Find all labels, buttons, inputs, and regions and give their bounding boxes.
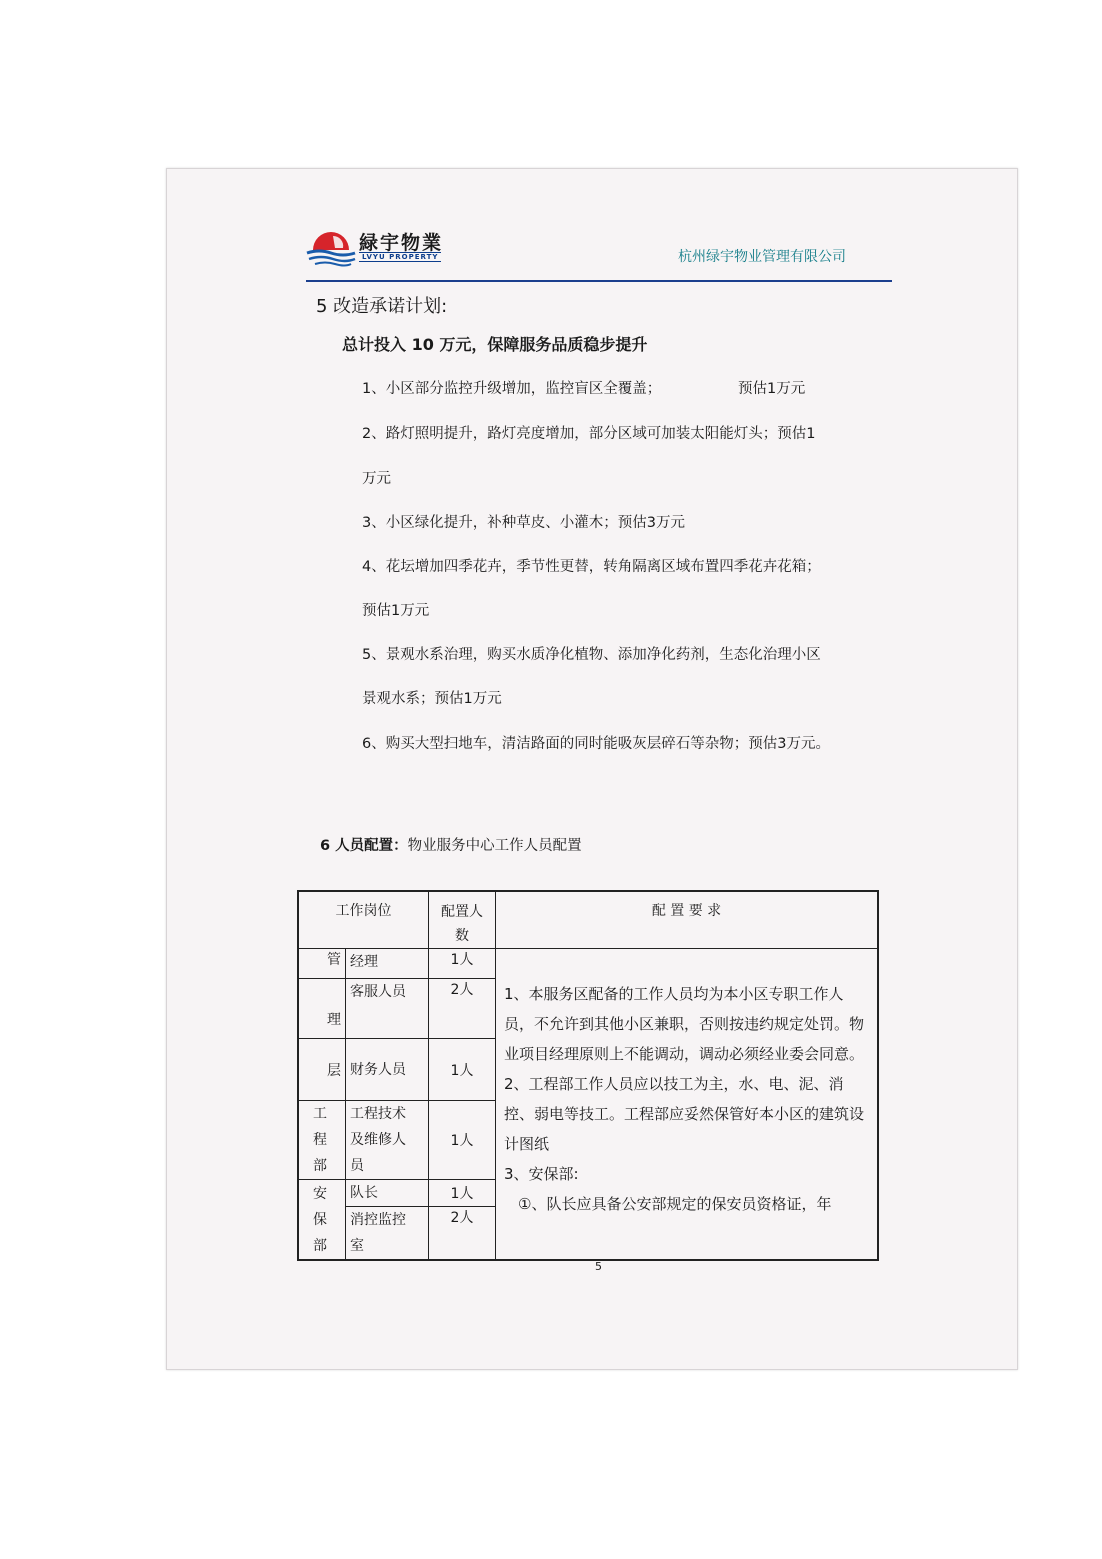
header-position-label: 工作岗位	[335, 903, 392, 919]
role-line: 员	[350, 1158, 364, 1174]
count-cell: 1人	[429, 1101, 496, 1180]
role-line: 消控监控	[350, 1212, 406, 1228]
staff-table	[297, 890, 879, 1261]
role-cell: 队长	[346, 1180, 429, 1207]
role-line: 工程技术	[350, 1106, 406, 1122]
plan-line-2: 2、路灯照明提升，路灯亮度增加，部分区域可加装太阳能灯头；预估1	[362, 426, 816, 442]
requirement-2: 2、工程部工作人员应以技工为主，水、电、泥、消控、弱电等技工。工程部应妥然保管好本小区的建筑设计图纸	[504, 1075, 865, 1153]
group-char: 部	[313, 1158, 327, 1174]
sun-wave-logo-icon	[305, 226, 357, 268]
section6-title-prefix: 6 人员配置：	[320, 838, 408, 854]
group-char: 程	[313, 1132, 327, 1148]
requirement-3-1: ①、队长应具备公安部规定的保安员资格证，年	[518, 1195, 832, 1213]
role-cell: 客服人员	[346, 979, 429, 1039]
table-row	[298, 949, 878, 979]
count-cell: 1人	[429, 1180, 496, 1207]
group-char: 管	[327, 952, 341, 968]
section5-title: 5 改造承诺计划:	[316, 296, 448, 317]
section6-title	[320, 834, 582, 855]
plan-line-5: 5、景观水系治理，购买水质净化植物、添加净化药剂，生态化治理小区	[362, 647, 821, 663]
logo-text: 緑宇物業	[359, 232, 444, 254]
company-name: 杭州绿宇物业管理有限公司	[678, 249, 846, 265]
header-requirement-label: 配 置 要 求	[651, 903, 722, 919]
count-cell: 1人	[429, 1039, 496, 1101]
role-cell: 财务人员	[346, 1039, 429, 1101]
plan-line-1: 1、小区部分监控升级增加，监控盲区全覆盖；	[362, 381, 662, 397]
group-char: 部	[313, 1237, 327, 1254]
header-position	[298, 891, 429, 949]
role-line: 室	[350, 1238, 364, 1254]
count-cell: 2人	[429, 979, 496, 1039]
company-logo	[305, 226, 455, 270]
header-requirement	[496, 891, 879, 949]
plan-line-1-cost: 预估1万元	[738, 381, 806, 397]
count-cell: 1人	[429, 949, 496, 979]
header-count-line1: 配置人	[441, 904, 483, 920]
group-char: 安	[313, 1185, 327, 1202]
requirement-1: 1、本服务区配备的工作人员均为本小区专职工作人员，不允许到其他小区兼职，否则按违约规定处罚。物业项目经理原则上不能调动，调动必须经业委会同意。	[504, 985, 865, 1063]
requirement-3: 3、安保部:	[504, 1165, 579, 1183]
role-cell	[346, 1101, 429, 1180]
plan-line-4-cont: 预估1万元	[362, 603, 430, 619]
role-line: 及维修人	[350, 1132, 406, 1148]
group-char: 工	[313, 1106, 327, 1122]
section6-title-rest: 物业服务中心工作人员配置	[407, 838, 582, 854]
page-number: 5	[595, 1260, 602, 1273]
group-char: 层	[327, 1062, 341, 1079]
role-cell	[346, 1207, 429, 1261]
requirements-cell	[496, 949, 879, 1261]
header-count	[429, 891, 496, 949]
header-divider	[306, 280, 892, 282]
logo-subtitle: LVYU PROPERTY	[359, 252, 441, 262]
count-cell: 2人	[429, 1207, 496, 1261]
section5-summary: 总计投入 10 万元，保障服务品质稳步提升	[342, 335, 648, 354]
plan-line-4: 4、花坛增加四季花卉，季节性更替，转角隔离区域布置四季花卉花箱；	[362, 559, 821, 575]
plan-line-6: 6、购买大型扫地车，清洁路面的同时能吸灰层碎石等杂物；预估3万元。	[362, 736, 830, 752]
role-cell: 经理	[346, 949, 429, 979]
group-char: 保	[313, 1211, 327, 1228]
plan-line-5-cont: 景观水系；预估1万元	[362, 691, 502, 707]
group-char: 理	[327, 1011, 341, 1028]
group-cell-mgmt-1	[298, 949, 346, 979]
group-cell-sec	[298, 1180, 346, 1261]
group-cell-mgmt-3	[298, 1039, 346, 1101]
plan-line-3: 3、小区绿化提升，补种草皮、小灌木；预估3万元	[362, 515, 685, 531]
header-count-line2: 数	[455, 928, 469, 944]
group-cell-eng	[298, 1101, 346, 1180]
plan-line-2-cont: 万元	[362, 471, 391, 487]
group-cell-mgmt-2	[298, 979, 346, 1039]
